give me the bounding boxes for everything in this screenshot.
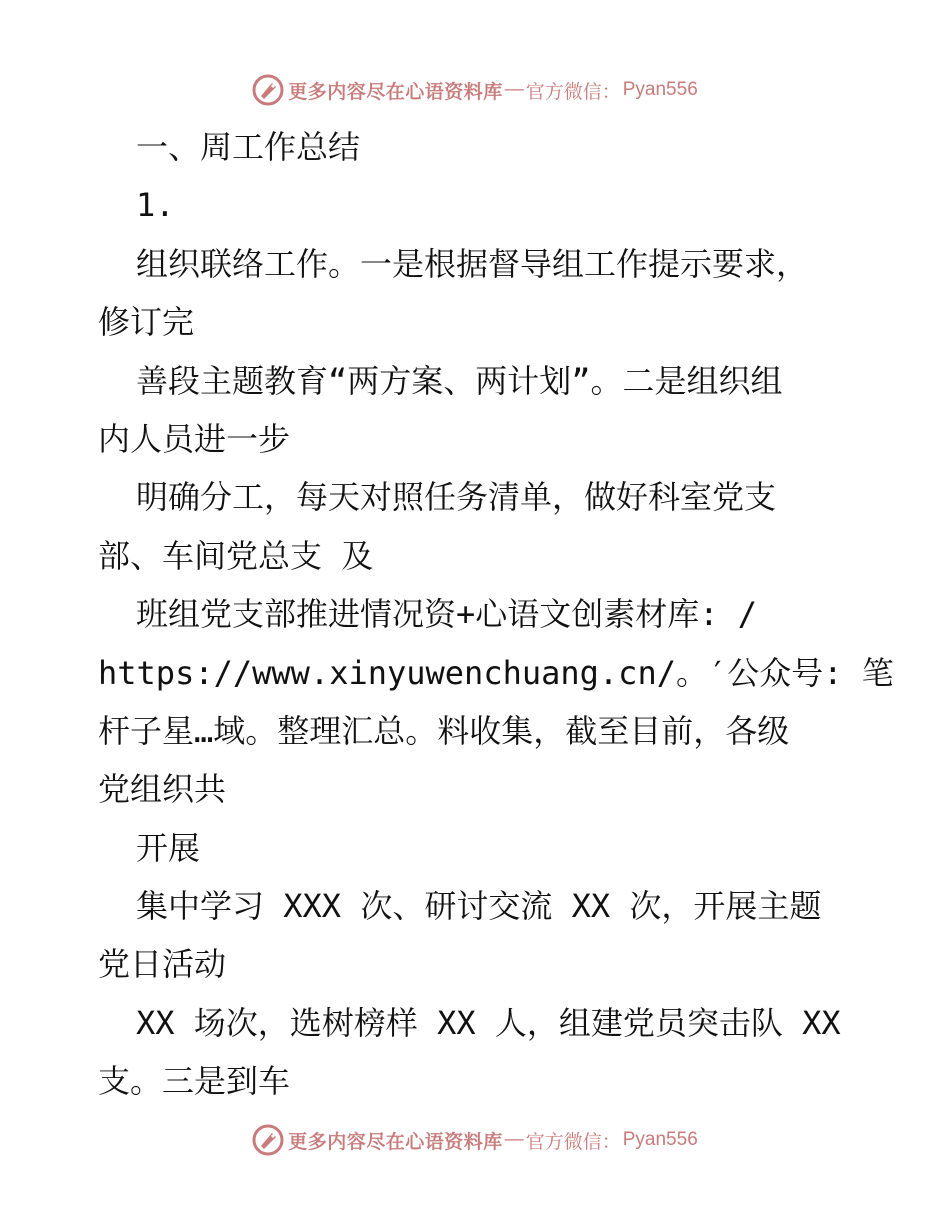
text-line: 部、车间党总支 及 [98, 536, 374, 575]
pen-nib-logo-icon [252, 1124, 284, 1156]
text-line: XX 场次，选树榜样 XX 人，组建党员突击队 XX [136, 1003, 841, 1042]
footer-banner [0, 1120, 950, 1160]
banner-dash: — [504, 79, 524, 100]
banner-wechat-id: Pyan556 [622, 1129, 698, 1150]
text-line: 集中学习 XXX 次、研讨交流 XX 次，开展主题 [136, 887, 822, 926]
text-line: 一、周工作总结 [136, 128, 361, 166]
text-line: 1. [136, 186, 175, 225]
document-body [98, 118, 894, 1111]
banner-dash: — [504, 1129, 524, 1150]
text-line: 明确分工，每天对照任务清单，做好科室党支 [136, 478, 777, 517]
text-line: 善段主题教育“两方案、两计划”。二是组织组 [136, 361, 783, 400]
text-line: 修订完 [98, 303, 195, 342]
banner-wechat-id: Pyan556 [622, 79, 698, 100]
banner-main-text: 更多内容尽在心语资料库 [288, 1130, 503, 1153]
text-line: 内人员进一步 [98, 419, 291, 458]
text-line: 党组织共 [98, 770, 227, 809]
text-line: https://www.xinyuwenchuang.cn/。′公众号: 笔 [98, 653, 894, 692]
banner-main-text: 更多内容尽在心语资料库 [288, 80, 503, 103]
text-line: 党日活动 [98, 945, 227, 984]
text-line: 杆子星…域。整理汇总。料收集，截至目前，各级 [98, 711, 790, 750]
banner-wechat-label: 官方微信： [525, 1130, 621, 1153]
text-line: 班组党支部推进情况资+心语文创素材库: / [136, 595, 758, 634]
text-line: 组织联络工作。一是根据督导组工作提示要求， [136, 244, 809, 283]
text-line: 支。三是到车 [98, 1062, 291, 1101]
pen-nib-logo-icon [252, 74, 284, 106]
banner-wechat-label: 官方微信： [525, 80, 621, 103]
header-banner [0, 70, 950, 110]
text-line: 开展 [136, 828, 201, 867]
